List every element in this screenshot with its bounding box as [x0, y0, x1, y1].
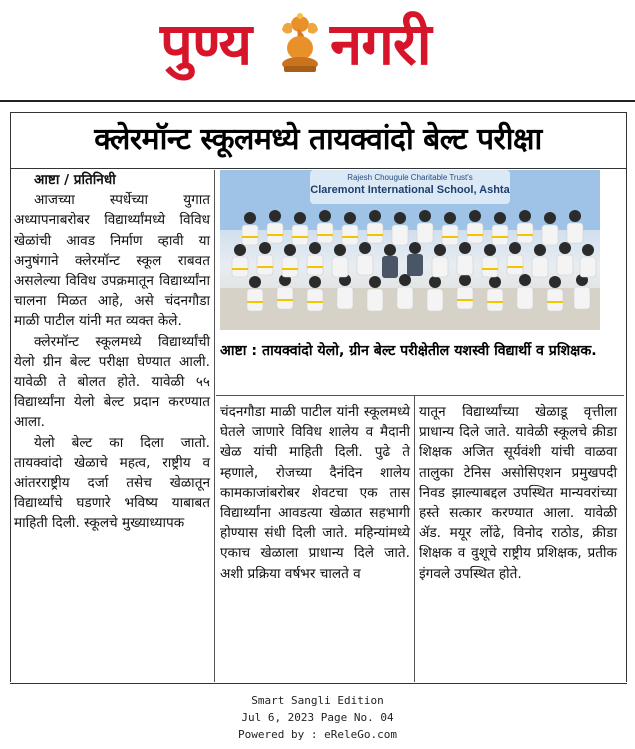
- article-column-2-text: चंदनगौडा माळी पाटील यांनी स्कूलमध्ये घेतले जाणारे विविध शालेय व मैदानी खेळ यांची माहिती दिली. पुढे ते म्हणाले, रोजच्या दैनंदिन शालेय कामकाजांबरोबर शेवटचा एक तास विद्यार्थ्यांना आवडत्या खेळात सहभागी होण्यास संधी दिली जाते. महिन्यांमध्ये एकाच खेळाला प्राधान्य दिले जाते. अशी प्रक्रिया वर्षभर चालते व: [220, 404, 410, 582]
- article-paragraph-3: येलो बेल्ट का दिला जातो. तायक्वांदो खेळाचे महत्व, राष्ट्रीय व आंतरराष्ट्रीय दर्जा तसेच खेळातून विद्यार्थ्यांचे घडणारे भविष्य याबाबत माहिती दिली. स्कूलचे मुख्याध्यापक: [14, 434, 210, 532]
- photo-banner-line-2: Claremont International School, Ashta: [310, 184, 510, 196]
- masthead-title-left: पुण्य: [160, 10, 252, 78]
- frame-right: [626, 112, 627, 682]
- ganesha-logo: [276, 10, 324, 74]
- column-divider-1: [214, 170, 215, 682]
- masthead-title-right: नगरी: [330, 10, 431, 78]
- photo-banner-line-1: Rajesh Chougule Charitable Trust's: [347, 173, 473, 182]
- masthead: [0, 0, 635, 100]
- caption-rule: [216, 395, 624, 396]
- article-headline: क्लेरमॉन्ट स्कूलमध्ये तायक्वांदो बेल्ट परीक्षा: [94, 122, 542, 157]
- page-footer: [0, 692, 635, 743]
- article-dateline: आष्टा / प्रतिनिधी: [34, 172, 116, 188]
- masthead-rule: [0, 100, 635, 102]
- article-photo: [220, 170, 600, 330]
- footer-edition: Smart Sangli Edition: [251, 694, 384, 707]
- frame-left: [10, 112, 11, 682]
- article-column-3-text: यातून विद्यार्थ्यांच्या खेळाडू वृत्तीला प्राधान्य दिले जाते. यावेळी स्कूलचे क्रीडा शिक्षक अजित सूर्यवंशी यांची वाळवा तालुका टेनिस असोसिएशन प्रमुखपदी निवड झाल्याबद्दल उपस्थित मान्यवरांच्या हस्ते सत्कार करण्यात आला. यावेळी ॲड. मयूर लोंढे, विनोद राठोड, क्रीडा शिक्षक व वुशूचे राष्ट्रीय प्रशिक्षक, प्रतीक इंगवले उपस्थित होते.: [419, 404, 617, 582]
- photo-caption: आष्टा : तायक्वांदो येलो, ग्रीन बेल्ट परीक्षेतील यशस्वी विद्यार्थी व प्रशिक्षक.: [220, 343, 597, 359]
- headline-rule: [10, 168, 627, 169]
- article-column-3: [419, 402, 617, 584]
- article-column-2: [220, 402, 410, 584]
- footer-rule: [10, 683, 627, 684]
- column-divider-2: [414, 396, 415, 682]
- article-column-1: [14, 170, 210, 534]
- article-paragraph-2: क्लेरमॉन्ट स्कूलमध्ये विद्यार्थ्यांची येलो ग्रीन बेल्ट परीक्षा घेण्यात आली. यावेळी ते बोलत होते. यावेळी ५५ विद्यार्थ्यांना येलो बेल्ट प्रदान करण्यात आला.: [14, 333, 210, 431]
- article-paragraph-1: आजच्या स्पर्धेच्या युगात अध्यापनाबरोबर विद्यार्थ्यांमध्ये विविध खेळांची आवड निर्माण व्हावी या अनुषंगाने क्लेरमॉन्ट स्कूल राबवत असलेल्या विविध उपक्रमातून विद्यार्थ्यांना चालना मिळत आहे, असे चंदनगौडा माळी पाटील यांनी मत व्यक्त केले.: [14, 192, 210, 330]
- footer-powered-by: Powered by : eReleGo.com: [238, 728, 397, 741]
- footer-date-page: Jul 6, 2023 Page No. 04: [241, 711, 394, 724]
